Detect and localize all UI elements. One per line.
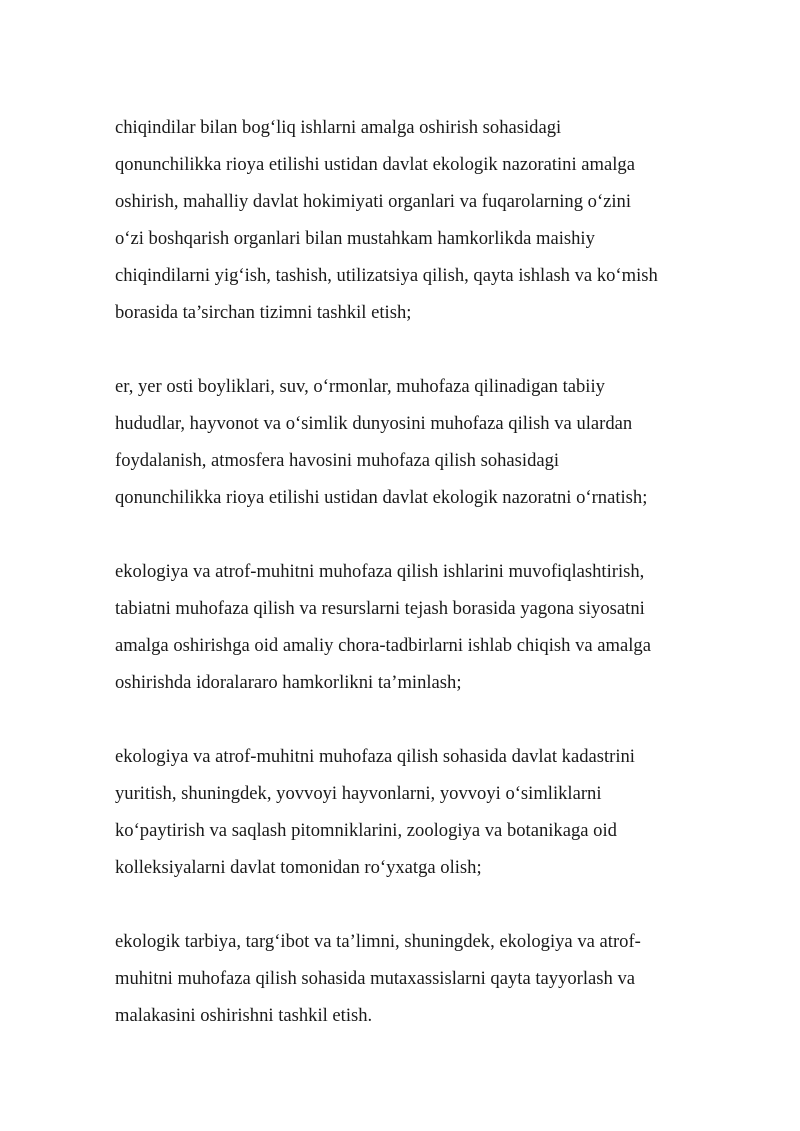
text-line: kolleksiyalarni davlat tomonidan ro‘yxatga olish;	[115, 857, 482, 878]
text-line: ekologiya va atrof-muhitni muhofaza qilish sohasida davlat kadastrini	[115, 746, 635, 767]
paragraph-1	[115, 109, 755, 331]
text-line: ekologiya va atrof-muhitni muhofaza qilish ishlarini muvofiqlashtirish,	[115, 561, 645, 582]
text-line: qonunchilikka rioya etilishi ustidan davlat ekologik nazoratni o‘rnatish;	[115, 487, 648, 508]
document-body	[115, 109, 755, 1071]
text-line: o‘zi boshqarish organlari bilan mustahkam hamkorlikda maishiy	[115, 228, 595, 249]
text-line: ekologik tarbiya, targ‘ibot va ta’limni, shuningdek, ekologiya va atrof-	[115, 931, 641, 952]
text-line: chiqindilar bilan bog‘liq ishlarni amalga oshirish sohasidagi	[115, 117, 562, 138]
paragraph-3	[115, 553, 755, 701]
text-line: oshirishda idoralararo hamkorlikni ta’minlash;	[115, 672, 462, 693]
text-line: er, yer osti boyliklari, suv, o‘rmonlar, muhofaza qilinadigan tabiiy	[115, 376, 605, 397]
text-line: ko‘paytirish va saqlash pitomniklarini, zoologiya va botanikaga oid	[115, 820, 617, 841]
text-line: tabiatni muhofaza qilish va resurslarni tejash borasida yagona siyosatni	[115, 598, 645, 619]
text-line: malakasini oshirishni tashkil etish.	[115, 1005, 373, 1026]
paragraph-5	[115, 923, 755, 1034]
text-line: qonunchilikka rioya etilishi ustidan davlat ekologik nazoratini amalga	[115, 154, 635, 175]
paragraph-2	[115, 368, 755, 516]
text-line: chiqindilarni yig‘ish, tashish, utilizatsiya qilish, qayta ishlash va ko‘mish	[115, 265, 658, 286]
text-line: yuritish, shuningdek, yovvoyi hayvonlarni, yovvoyi o‘simliklarni	[115, 783, 602, 804]
text-line: hududlar, hayvonot va o‘simlik dunyosini muhofaza qilish va ulardan	[115, 413, 633, 434]
text-line: muhitni muhofaza qilish sohasida mutaxassislarni qayta tayyorlash va	[115, 968, 635, 989]
text-line: oshirish, mahalliy davlat hokimiyati organlari va fuqarolarning o‘zini	[115, 191, 632, 212]
text-line: foydalanish, atmosfera havosini muhofaza qilish sohasidagi	[115, 450, 560, 471]
text-line: amalga oshirishga oid amaliy chora-tadbirlarni ishlab chiqish va amalga	[115, 635, 651, 656]
text-line: borasida ta’sirchan tizimni tashkil etish;	[115, 302, 412, 323]
paragraph-4	[115, 738, 755, 886]
